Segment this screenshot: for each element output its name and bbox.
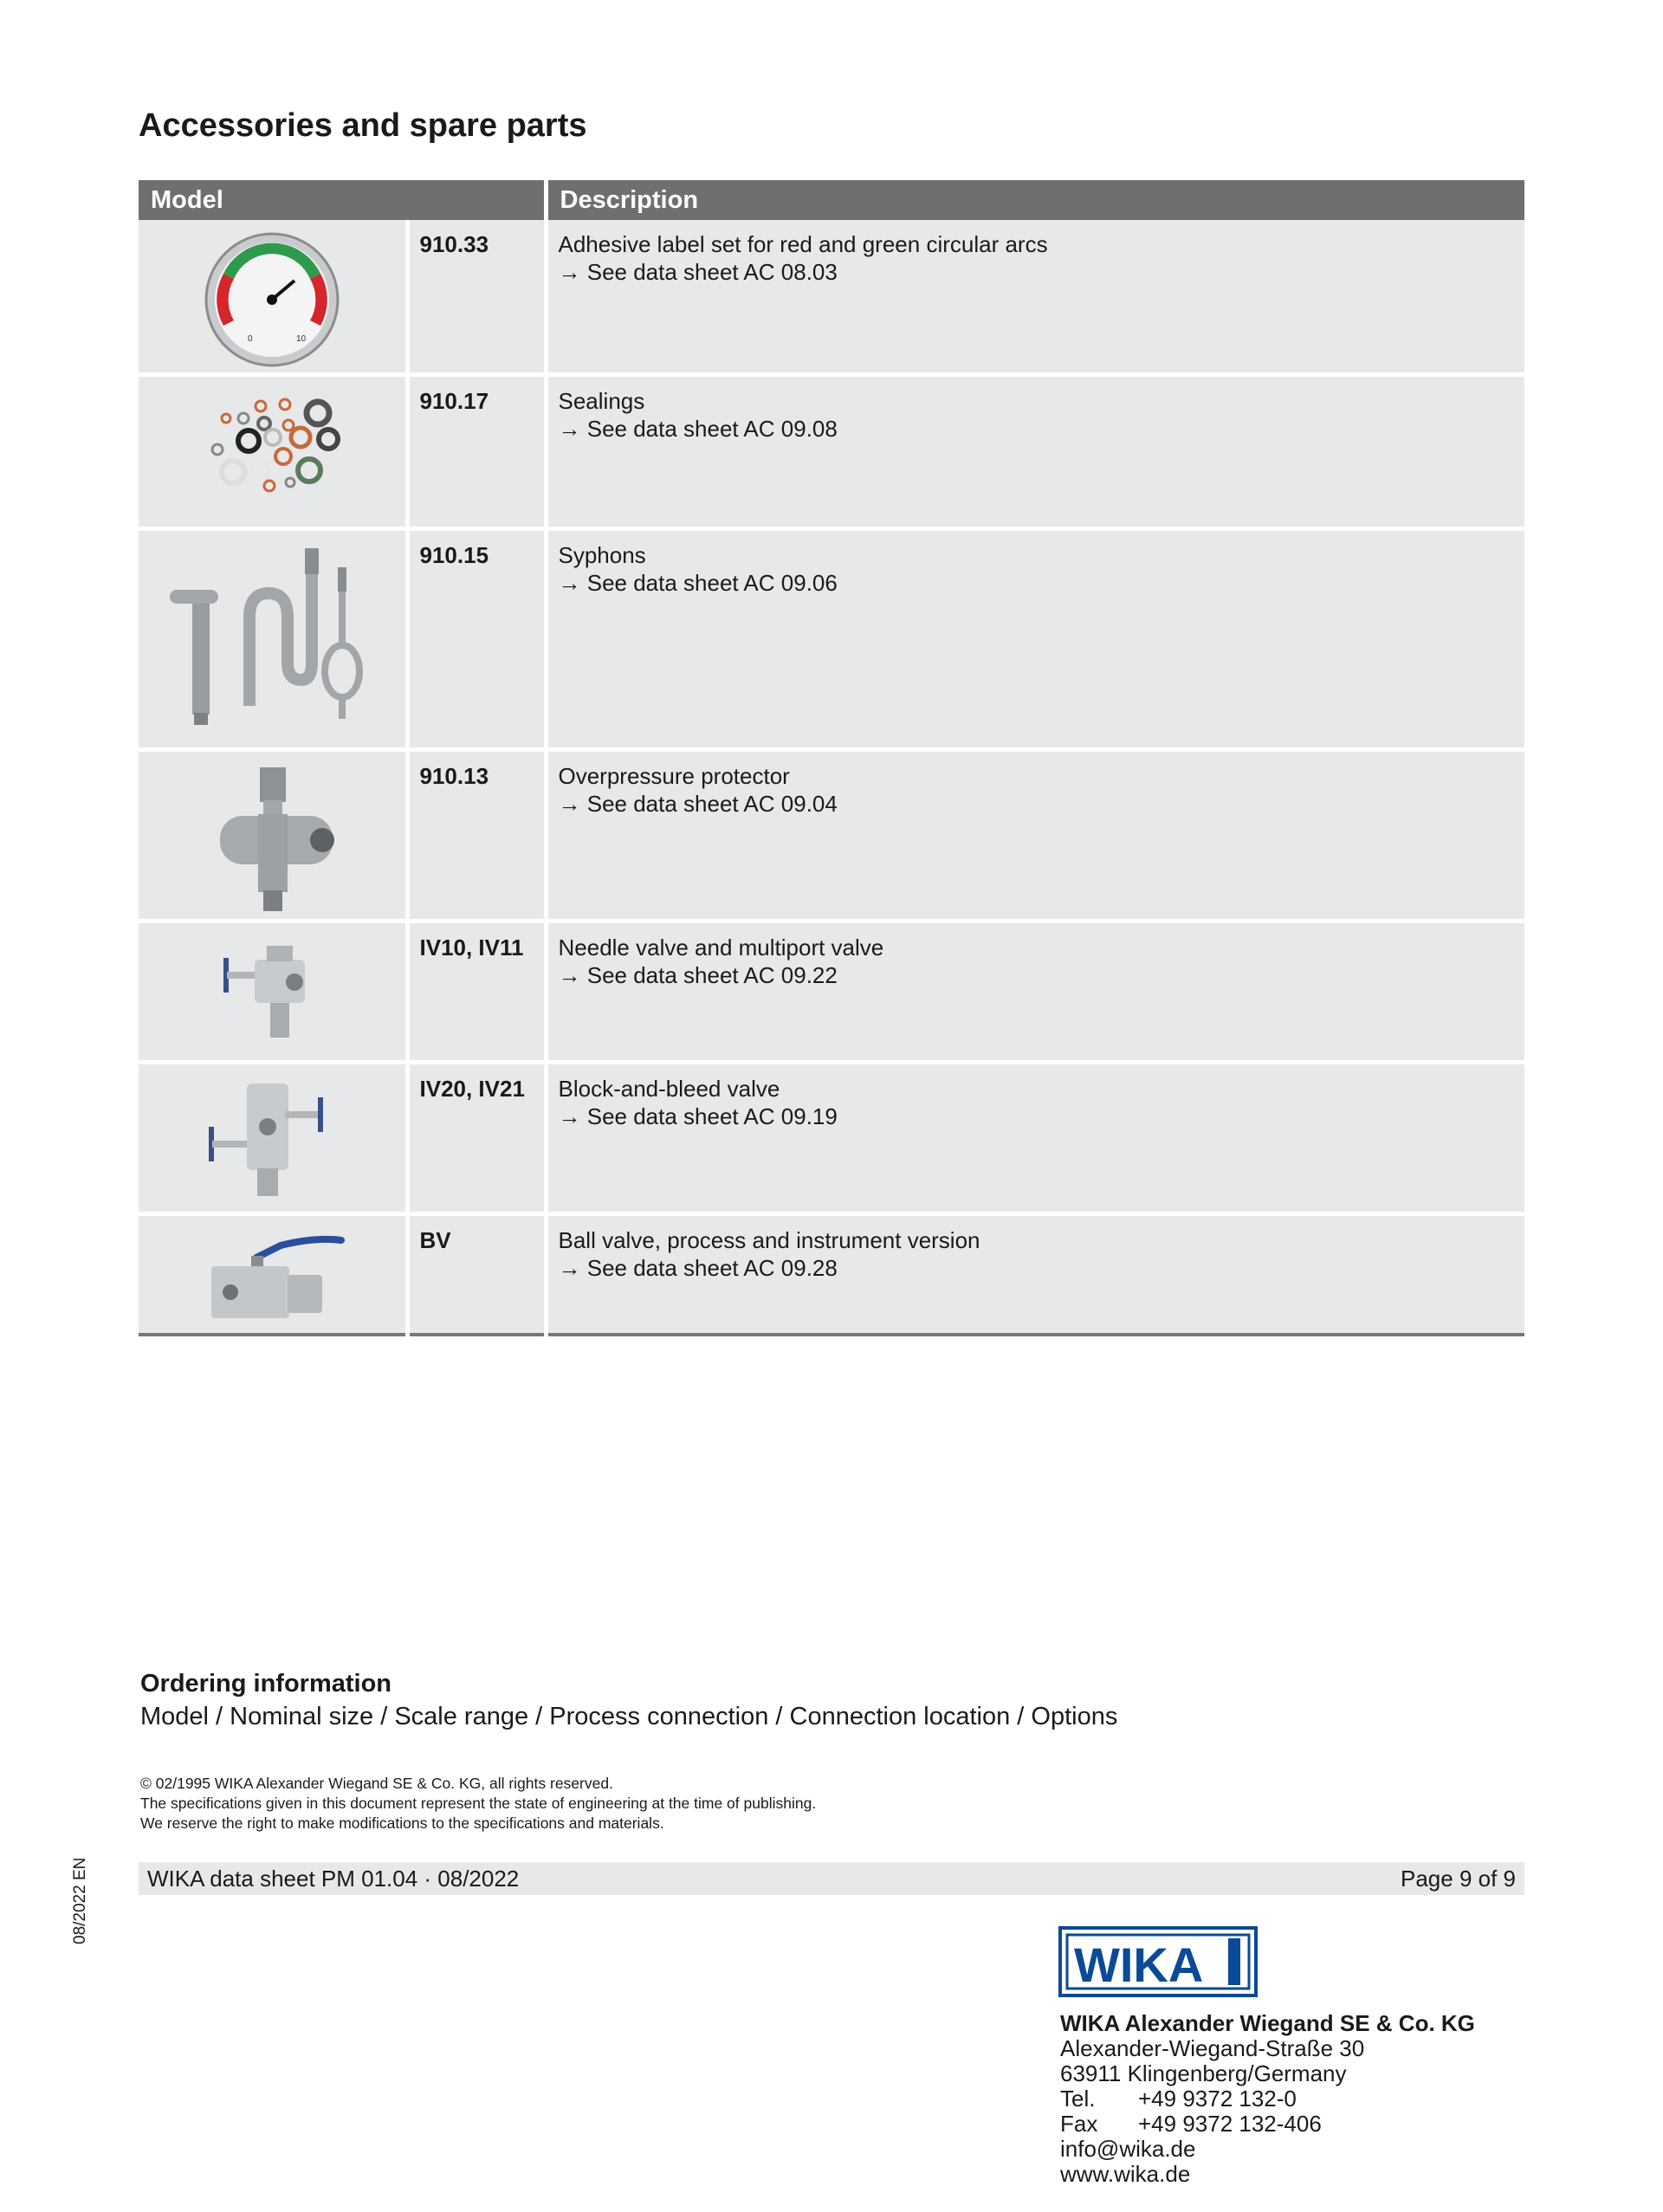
- fax-line: [1060, 2112, 1475, 2137]
- image-cell: [139, 374, 407, 528]
- description-text: Needle valve and multiport valve: [558, 934, 884, 960]
- side-code-text: 08/2022 EN: [71, 1857, 89, 1944]
- footer-bar: [139, 1862, 1524, 1895]
- table-header-row: [139, 180, 1524, 220]
- model-cell: 910.15: [407, 528, 546, 749]
- description-cell: [546, 921, 1524, 1062]
- description-cell: [546, 220, 1524, 374]
- page-number: Page 9 of 9: [1401, 1866, 1516, 1892]
- copyright-line: © 02/1995 WIKA Alexander Wiegand SE & Co. KG, all rights reserved.: [140, 1775, 613, 1792]
- datasheet-reference: → See data sheet AC 09.06: [558, 569, 838, 596]
- model-cell: 910.17: [407, 374, 546, 528]
- tel-label: Tel.: [1060, 2086, 1096, 2112]
- copyright-line: The specifications given in this document represent the state of engineering at the time of publishing.: [140, 1795, 817, 1812]
- ordering-title: Ordering information: [140, 1670, 391, 1698]
- description-text: Overpressure protector: [558, 762, 790, 789]
- sealing-rings-icon: [198, 387, 346, 517]
- model-cell: 910.13: [407, 749, 546, 921]
- image-cell: [139, 1062, 407, 1213]
- model-cell: 910.33: [407, 220, 546, 374]
- table-row: [139, 1213, 1524, 1335]
- description-cell: [546, 749, 1524, 921]
- model-cell: IV10, IV11: [407, 921, 546, 1062]
- street: Alexander-Wiegand-Straße 30: [1060, 2035, 1365, 2061]
- image-cell: [139, 749, 407, 921]
- description-cell: [546, 374, 1524, 528]
- image-cell: [139, 220, 407, 374]
- page-title: Accessories and spare parts: [139, 107, 587, 144]
- svg-text:10: 10: [295, 334, 306, 344]
- fax-number: +49 9372 132-406: [1138, 2111, 1322, 2137]
- description-text: Sealings: [558, 387, 645, 414]
- datasheet-reference: → See data sheet AC 09.28: [558, 1254, 838, 1281]
- accessories-table: [139, 180, 1524, 1336]
- city: 63911 Klingenberg/Germany: [1060, 2060, 1347, 2086]
- model-cell: IV20, IV21: [407, 1062, 546, 1213]
- description-text: Syphons: [558, 541, 646, 568]
- pressure-gauge-icon: [203, 230, 341, 369]
- copyright-notice: [140, 1774, 816, 1834]
- image-cell: [139, 921, 407, 1062]
- description-text: Adhesive label set for red and green circular arcs: [558, 231, 1048, 257]
- svg-text:0: 0: [247, 334, 253, 344]
- tel-number: +49 9372 132-0: [1138, 2086, 1297, 2112]
- table-row: [139, 1062, 1524, 1213]
- header-description: Description: [546, 180, 1524, 220]
- table-row: [139, 921, 1524, 1062]
- side-version-code: [71, 1858, 90, 1944]
- ball-valve-icon: [194, 1226, 350, 1330]
- syphon-icon: [159, 541, 385, 732]
- logo-text: WIKA: [1074, 1937, 1204, 1992]
- model-cell: BV: [407, 1213, 546, 1335]
- company-name: WIKA Alexander Wiegand SE & Co. KG: [1060, 2010, 1475, 2036]
- fax-label: Fax: [1060, 2111, 1098, 2137]
- phone-line: [1060, 2086, 1475, 2112]
- block-and-bleed-valve-icon: [198, 1075, 346, 1205]
- image-cell: [139, 1213, 407, 1335]
- email-link[interactable]: info@wika.de: [1060, 2136, 1196, 2162]
- table-row: [139, 749, 1524, 921]
- company-address: [1060, 2011, 1475, 2187]
- description-cell: [546, 1213, 1524, 1335]
- ordering-text: Model / Nominal size / Scale range / Process connection / Connection location / Options: [140, 1703, 1118, 1730]
- needle-valve-icon: [211, 934, 333, 1055]
- description-cell: [546, 1062, 1524, 1213]
- table-row: [139, 528, 1524, 749]
- datasheet-reference: → See data sheet AC 09.19: [558, 1103, 838, 1129]
- description-cell: [546, 528, 1524, 749]
- table-row: [139, 220, 1524, 374]
- image-cell: [139, 528, 407, 749]
- description-text: Block-and-bleed valve: [558, 1075, 780, 1102]
- wika-logo: [1058, 1926, 1258, 2002]
- datasheet-reference: → See data sheet AC 09.04: [558, 790, 838, 817]
- table-row: [139, 374, 1524, 528]
- datasheet-id: WIKA data sheet PM 01.04 · 08/2022: [147, 1866, 520, 1892]
- datasheet-reference: → See data sheet AC 08.03: [558, 259, 838, 285]
- header-model: Model: [139, 180, 546, 220]
- description-text: Ball valve, process and instrument version: [558, 1226, 980, 1253]
- website-link[interactable]: www.wika.de: [1060, 2161, 1191, 2187]
- copyright-line: We reserve the right to make modifications to the specifications and materials.: [140, 1814, 664, 1832]
- overpressure-protector-icon: [203, 762, 341, 918]
- datasheet-reference: → See data sheet AC 09.22: [558, 961, 838, 988]
- datasheet-reference: → See data sheet AC 09.08: [558, 415, 838, 442]
